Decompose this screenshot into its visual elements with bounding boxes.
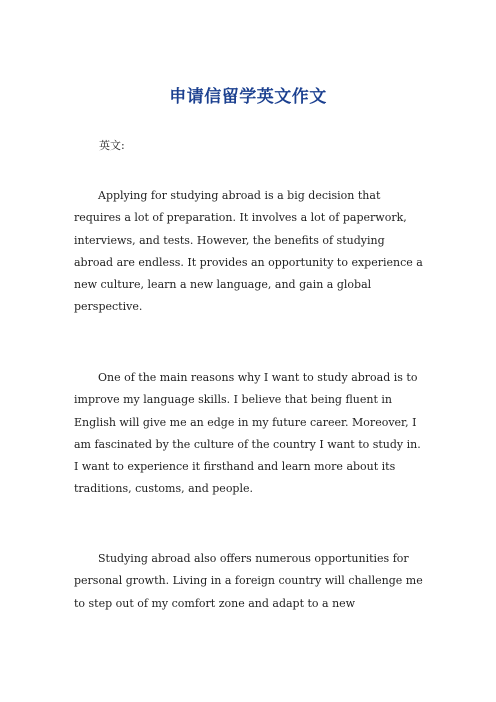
paragraph-1: Applying for studying abroad is a big decision that requires a lot of preparation. It involves a lot of paperwork, interviews, and tests. However, the benefits of studying abroad are endless. It provides an opportunity to experience a new culture, learn a new language, and gain a global perspective. [74, 189, 423, 314]
document-title: 申请信留学英文作文 [169, 87, 327, 107]
paragraph-2: One of the main reasons why I want to study abroad is to improve my language skills. I believe that being fluent in English will give me an edge in my future career. Moreover, I am fascinated by the culture of the country I want to study in. I want to experience it firsthand and learn more about its traditions, customs, and people. [74, 371, 421, 496]
paragraph-3: Studying abroad also offers numerous opportunities for personal growth. Living in a foreign country will challenge me to step out of my comfort zone and adapt to a new [74, 552, 423, 610]
section-label: 英文: [99, 139, 125, 152]
